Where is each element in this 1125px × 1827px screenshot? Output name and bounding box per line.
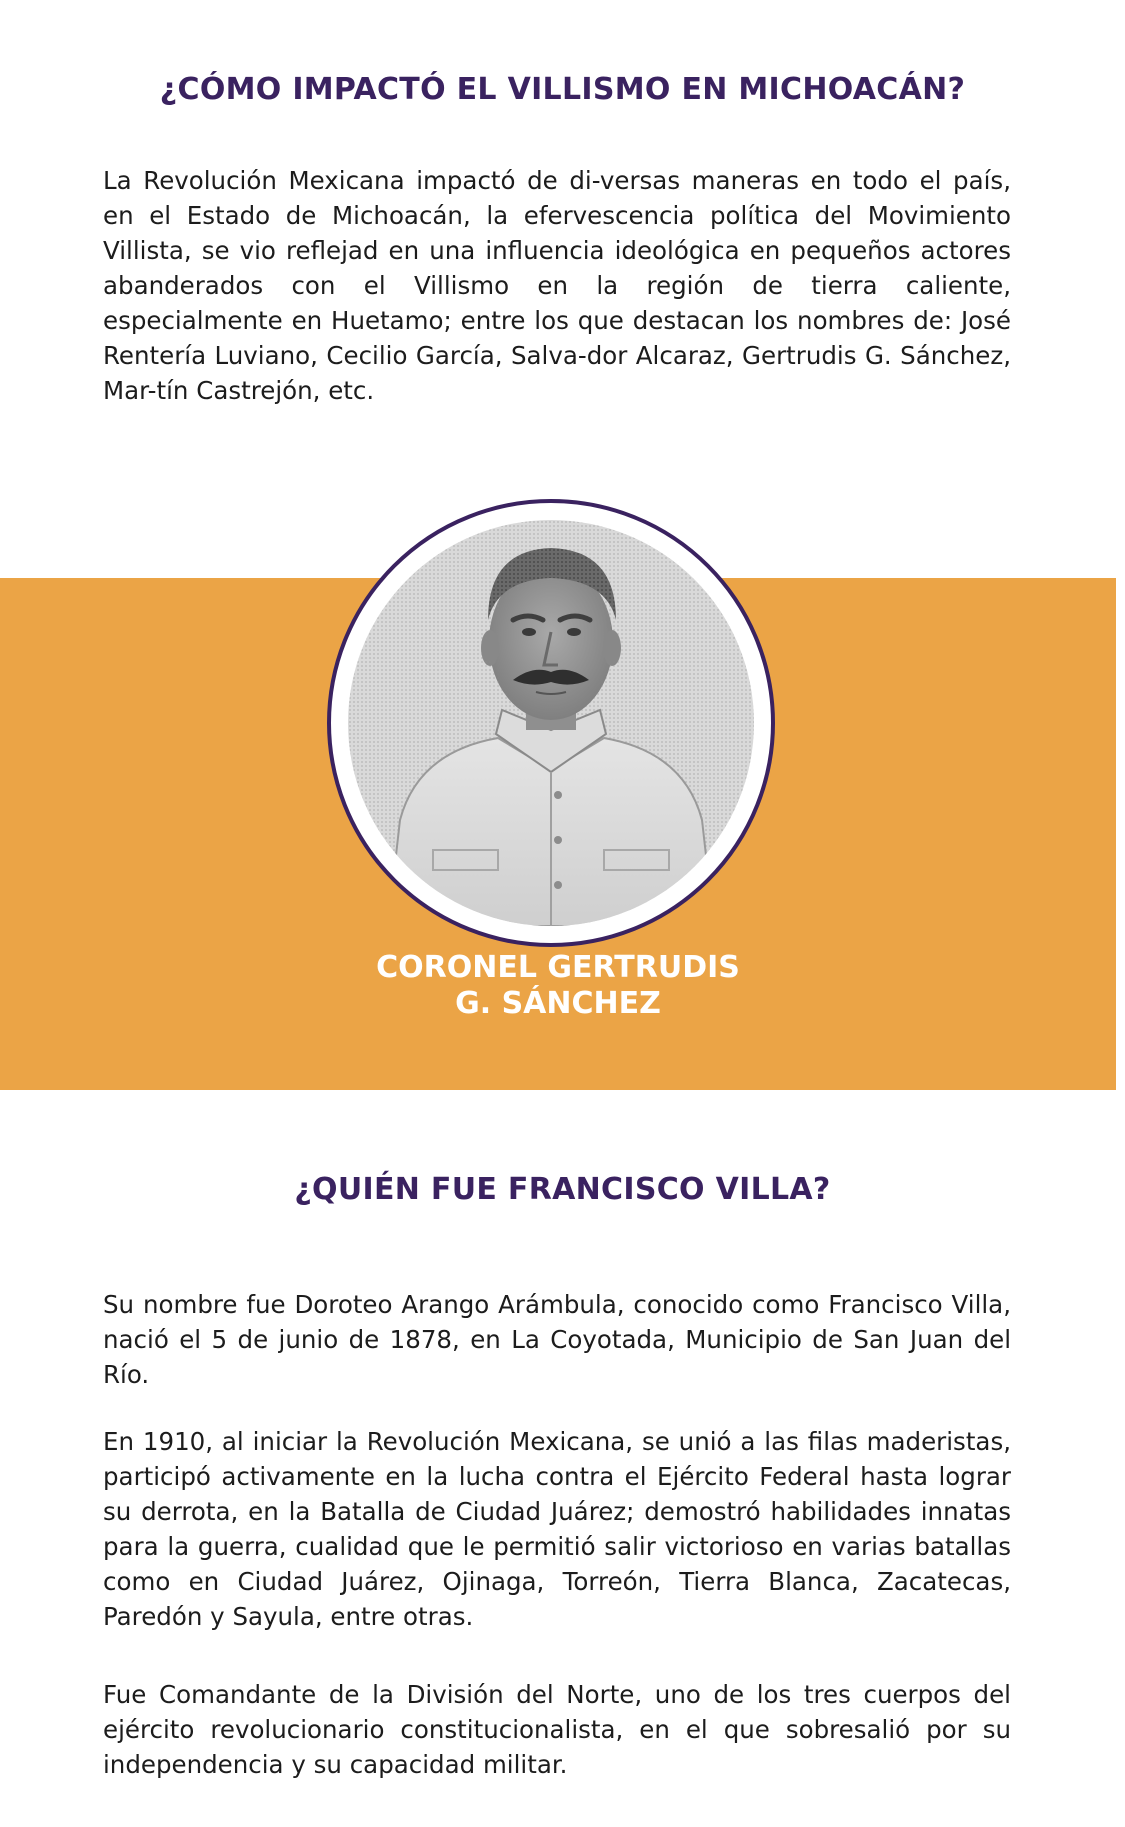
paragraph-villa-division: Fue Comandante de la División del Norte, uno de los tres cuerpos del ejército revolucionario constitucionalista, en el que sobresalió por su independencia y su capacidad militar.	[103, 1680, 1011, 1779]
portrait-illustration	[348, 520, 754, 926]
paragraph-villismo: La Revolución Mexicana impactó de di-versas maneras en todo el país, en el Estado de Michoacán, la efervescencia política del Movimiento Villista, se vio reflejad en una influencia ideológica en pequeños actores abanderados con el Villismo en la región de tierra caliente, especialmente en Huetamo; entre los que destacan los nombres de: José Rentería Luviano, Cecilio García, Salva-dor Alcaraz, Gertrudis G. Sánchez, Mar-tín Castrejón, etc.	[103, 166, 1011, 405]
caption-line-1: CORONEL GERTRUDIS	[376, 950, 740, 985]
caption-line-2: G. SÁNCHEZ	[455, 986, 661, 1021]
portrait-photo	[348, 520, 754, 926]
section-title-francisco-villa: ¿QUIÉN FUE FRANCISCO VILLA?	[294, 1172, 831, 1207]
paragraph-villa-revolution: En 1910, al iniciar la Revolución Mexicana, se unió a las filas maderistas, participó activamente en la lucha contra el Ejército Federal hasta lograr su derrota, en la Batalla de Ciudad Juárez; demostró habilidades innatas para la guerra, cualidad que le permitió salir victorioso en varias batallas como en Ciudad Juárez, Ojinaga, Torreón, Tierra Blanca, Zacatecas, Paredón y Sayula, entre otras.	[103, 1427, 1011, 1631]
portrait-caption	[0, 950, 1116, 1022]
section-title-villismo: ¿CÓMO IMPACTÓ EL VILLISMO EN MICHOACÁN?	[159, 72, 966, 107]
paragraph-villa-birth: Su nombre fue Doroteo Arango Arámbula, conocido como Francisco Villa, nació el 5 de junio de 1878, en La Coyotada, Municipio de San Juan del Río.	[103, 1290, 1011, 1389]
